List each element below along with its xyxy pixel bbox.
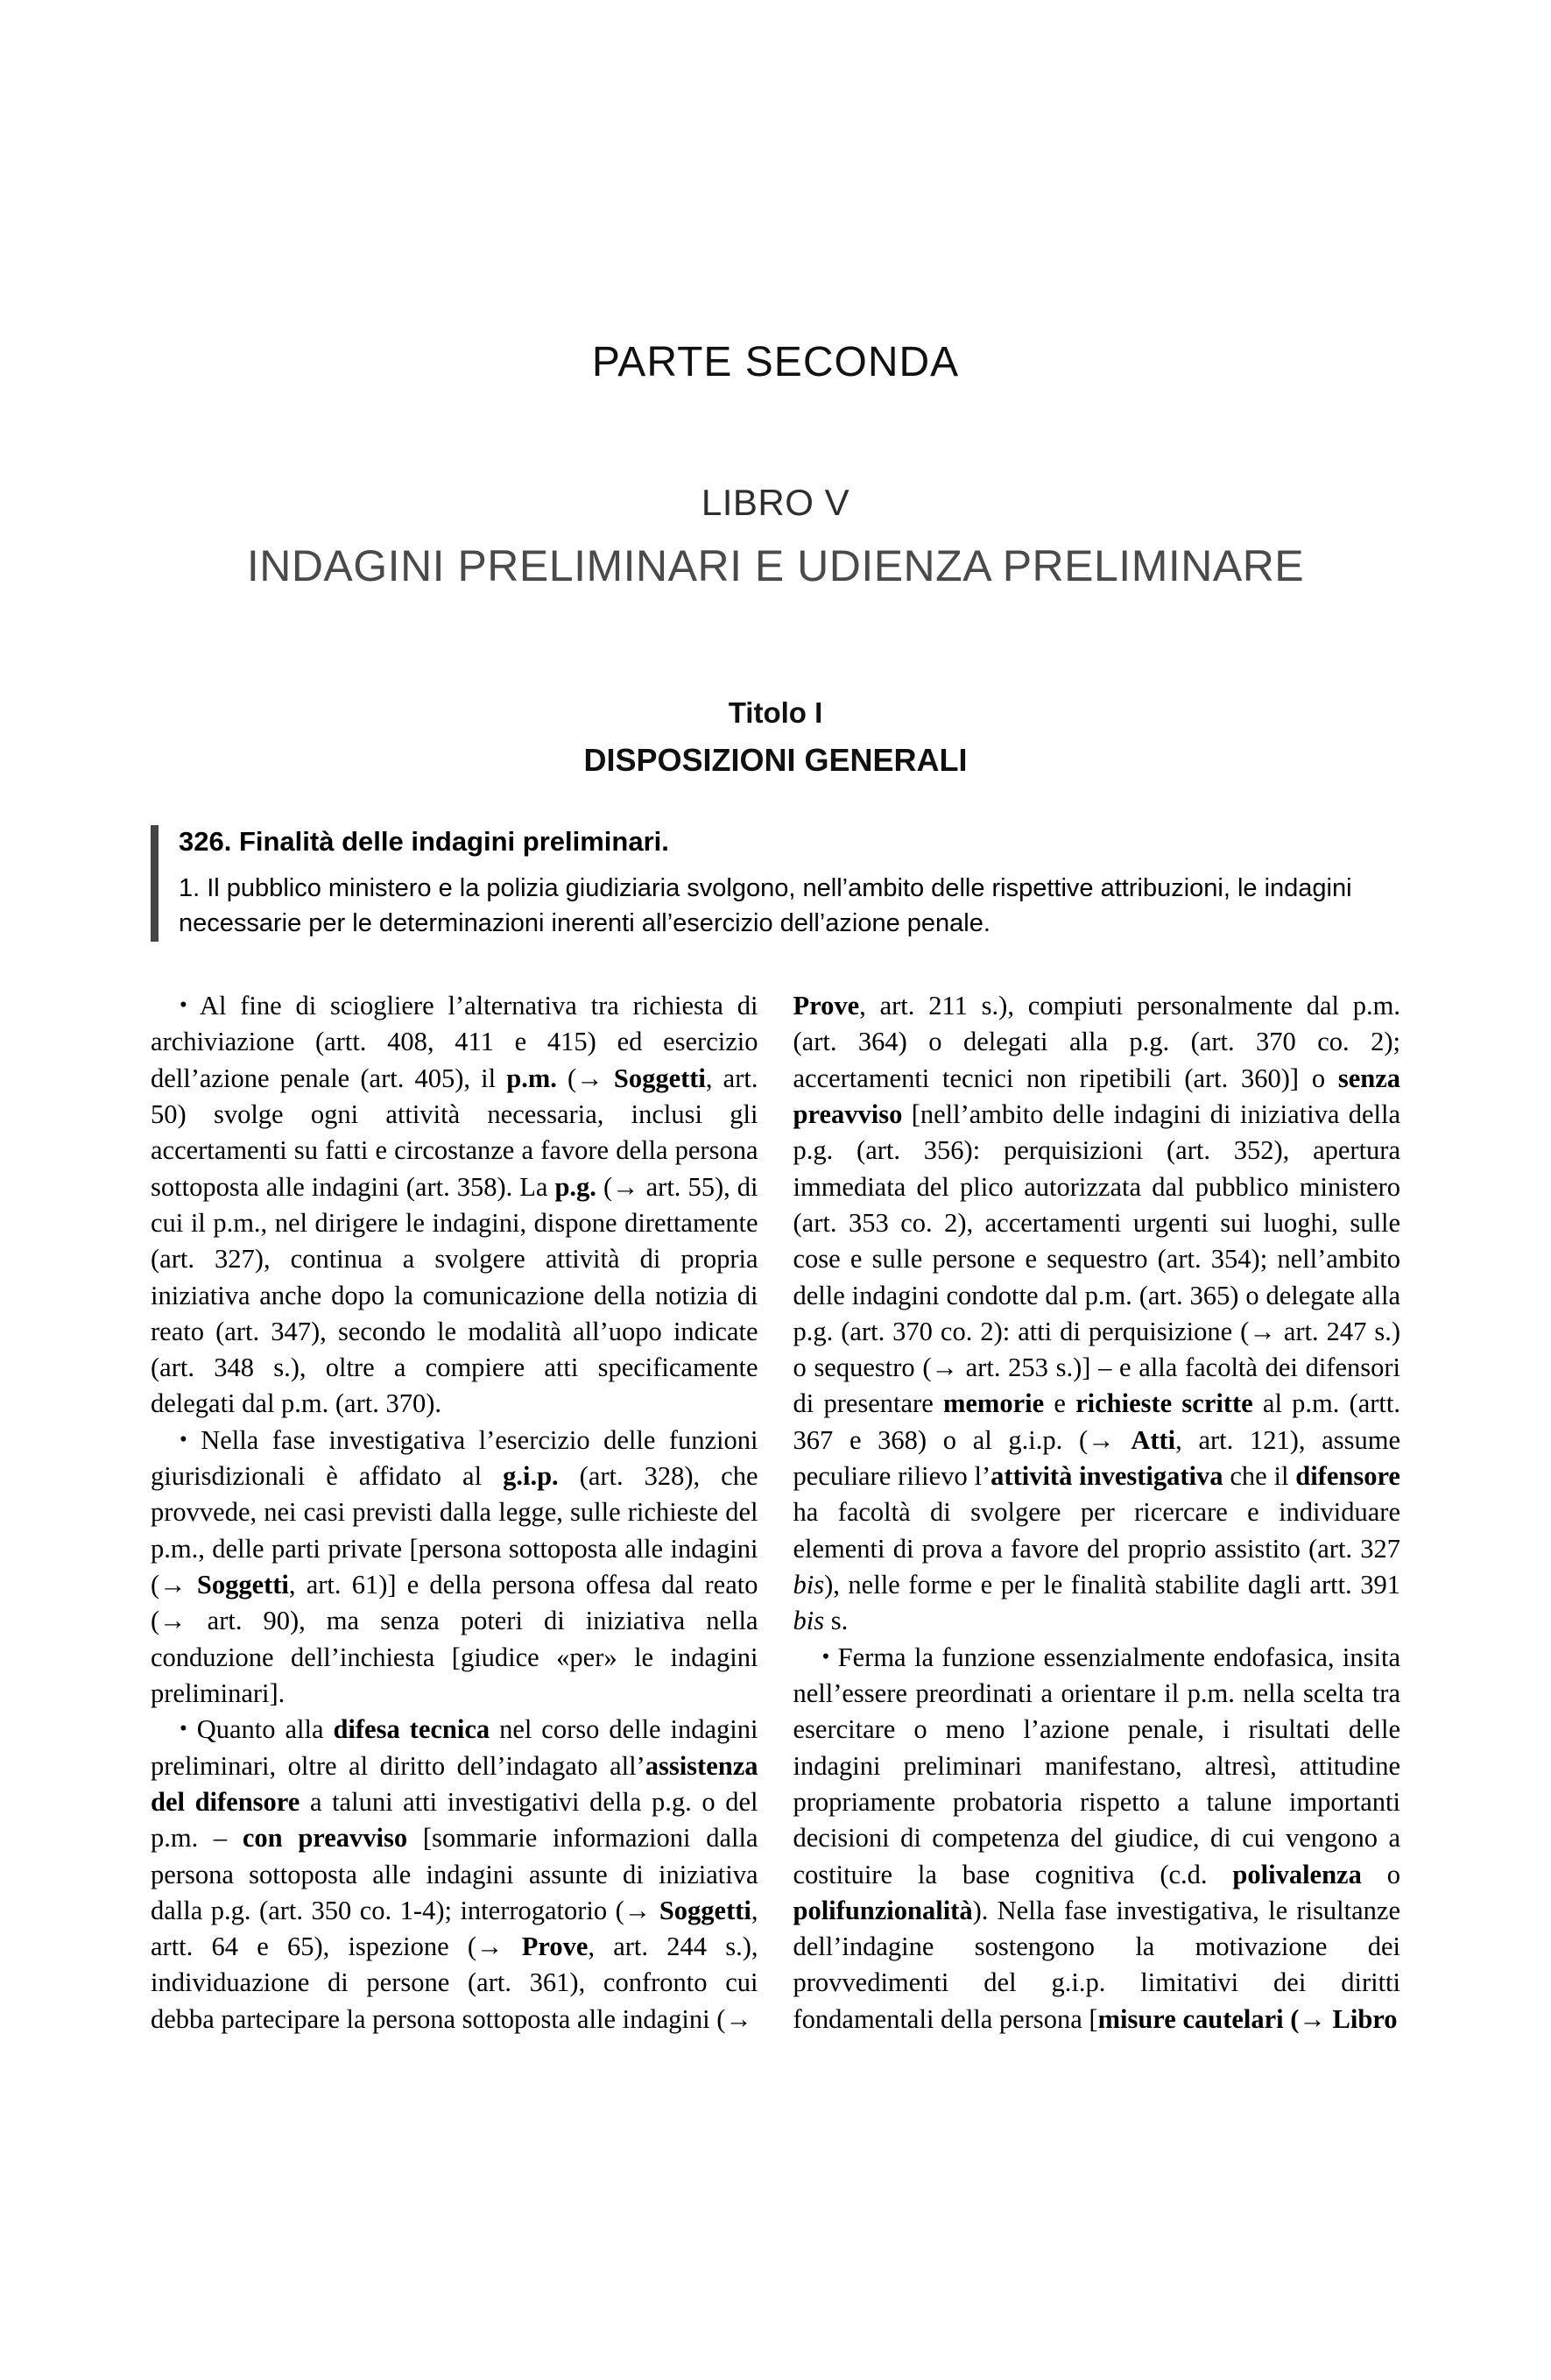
text-run: , art. 50) svolge ogni attività necessaria, inclusi gli accertamenti su fatti e circostanze a favore della persona sottoposta alle indagini (art. 358). La — [151, 1063, 758, 1202]
emphasis-bold: Prove — [521, 1932, 589, 1962]
emphasis-bold: p.g. — [554, 1171, 596, 1202]
emphasis-bold: senza preavviso — [793, 1063, 1400, 1129]
text-run: ha facoltà di svolgere per ricercare e individuare elementi di prova a favore del proprio assistito (art. 327 — [793, 1497, 1400, 1564]
part-title: PARTE SECONDA — [591, 339, 960, 385]
text-run: al p.m. (artt. 367 e 368) o al g.i.p. (→ — [793, 1388, 1400, 1455]
commentary-columns — [151, 988, 1400, 2037]
text-run: , art. 121), assume peculiare rilievo l’ — [793, 1424, 1400, 1492]
text-run: (→ — [556, 1063, 614, 1093]
emphasis-bold: memorie — [942, 1388, 1045, 1419]
commentary-paragraph — [793, 1640, 1401, 2037]
emphasis-bold: polifunzionalità — [793, 1895, 973, 1925]
text-run: , artt. 64 e 65), ispezione (→ — [151, 1895, 758, 1962]
article-heading: 326. Finalità delle indagini preliminari. — [179, 826, 669, 857]
emphasis-bold: misure cautelari (→ Libro — [1097, 2003, 1398, 2034]
commentary-paragraph — [151, 1712, 758, 2037]
paragraph-bullet: • — [180, 1427, 187, 1451]
text-run: Ferma la funzione essenzialmente endofasica, insita nell’essere preordinati a orientare il p.m. nella scelta tra esercitare o meno l’azione penale, i risultati delle indagini preliminari manifestano, altresì, attitudine propriamente probatoria rispetto a talune importanti decisioni di competenza del giudice, di cui vengono a costituire la base cognitiva (c.d. — [793, 1642, 1400, 1889]
commentary-paragraph — [793, 988, 1401, 1640]
emphasis-bold: Soggetti — [196, 1570, 289, 1600]
text-run: Al fine di sciogliere l’alternativa tra richiesta di archiviazione (artt. 408, 411 e 415) ed esercizio dell’azione penale (art. 405), il — [151, 991, 758, 1093]
emphasis-bold: difesa tecnica — [333, 1714, 490, 1745]
article-body-text: 1. Il pubblico ministero e la polizia giudiziaria svolgono, nell’ambito delle rispettive attribuzioni, le indagini necessarie per le determinazioni inerenti all’esercizio dell’azione penale. — [179, 873, 1352, 938]
emphasis-bold: Soggetti — [659, 1895, 751, 1925]
front-matter — [151, 0, 1400, 779]
book-number: LIBRO V — [701, 481, 850, 523]
text-run: , art. 211 s.), compiuti personalmente dal p.m. (art. 364) o delegati alla p.g. (art. 370 co. 2); accertamenti tecnici non ripetibili (art. 360)] o — [793, 991, 1400, 1093]
emphasis-bold: difensore — [1295, 1461, 1400, 1492]
emphasis-bold: Atti — [1131, 1424, 1176, 1455]
emphasis-bold: richieste scritte — [1075, 1388, 1253, 1419]
commentary-paragraph — [151, 988, 758, 1423]
emphasis-bold: attività investigativa — [991, 1461, 1223, 1492]
emphasis-bold: Soggetti — [613, 1063, 706, 1093]
commentary-left-column — [151, 988, 758, 2037]
text-run: [sommarie informazioni dalla persona sottoposta alle indagini assunte di iniziativa dalla p.g. (art. 350 co. 1-4); interrogatorio (→ — [151, 1823, 758, 1925]
paragraph-bullet: • — [180, 1717, 187, 1741]
title-name: DISPOSIZIONI GENERALI — [583, 741, 968, 778]
emphasis-bold: polivalenza — [1232, 1859, 1362, 1889]
text-run: a taluni atti investigativi della p.g. o del p.m. – — [151, 1786, 758, 1854]
text-run: s. — [824, 1606, 849, 1636]
text-run: (→ art. 55), di cui il p.m., nel dirigere le indagini, dispone direttamente (art. 327), continua a svolgere attività di propria iniziativa anche dopo la comunicazione della notizia di reato (art. 347), secondo le modalità all’uopo indicate (art. 348 s.), oltre a compiere atti specificamente delegati dal p.m. (art. 370). — [151, 1171, 758, 1419]
text-run: ). Nella fase investigativa, le risultanze dell’indagine sostengono la motivazione dei provvedimenti del g.i.p. limitativi dei diritti fondamentali della persona [ — [793, 1895, 1400, 2034]
text-run: , art. 61)] e della persona offesa dal reato (→ art. 90), ma senza poteri di iniziativa nella conduzione dell’inchiesta [giudice «per» le indagini preliminari]. — [151, 1570, 758, 1708]
paragraph-bullet: • — [821, 1644, 830, 1669]
text-run: e — [1044, 1388, 1076, 1419]
text-run: Quanto alla — [187, 1714, 334, 1745]
emphasis-italic: bis — [793, 1570, 825, 1600]
emphasis-italic: bis — [793, 1606, 825, 1636]
title-number: Titolo I — [728, 696, 823, 729]
commentary-paragraph — [151, 1423, 758, 1713]
text-run: (art. 328), che provvede, nei casi previsti dalla legge, sulle richieste del p.m., delle parti private [persona sottoposta alle indagini (→ — [151, 1461, 758, 1600]
emphasis-bold: p.m. — [506, 1063, 557, 1093]
article-block — [151, 825, 1400, 942]
text-run: Nella fase investigativa l’esercizio delle funzioni giurisdizionali è affidato al — [151, 1424, 758, 1492]
text-run: che il — [1223, 1461, 1296, 1492]
emphasis-bold: con preavviso — [242, 1823, 408, 1854]
text-run: [nell’ambito delle indagini di iniziativa della p.g. (art. 356): perquisizioni (art. 352), apertura immediata del plico autorizzata dal pubblico ministero (art. 353 co. 2), accertamenti urgenti sui luoghi, sulle cose e sulle persone e sequestro (art. 354); nell’ambito delle indagini condotte dal p.m. (art. 365) o delegate alla p.g. (art. 370 co. 2): atti di perquisizione (→ art. 247 s.) o sequestro (→ art. 253 s.)] – e alla facoltà dei difensori di presentare — [793, 1098, 1400, 1419]
text-run: o — [1361, 1859, 1400, 1889]
text-run: , art. 244 s.), individuazione di persone (art. 361), confronto cui debba partecipare la persona sottoposta alle indagini (→ — [151, 1932, 758, 2034]
book-title: INDAGINI PRELIMINARI E UDIENZA PRELIMINARE — [246, 540, 1305, 590]
emphasis-bold: g.i.p. — [503, 1461, 559, 1492]
emphasis-bold: Prove — [793, 991, 860, 1021]
text-run: ), nelle forme e per le finalità stabilite dagli artt. 391 — [824, 1570, 1400, 1600]
commentary-right-column — [793, 988, 1401, 2037]
emphasis-bold: assistenza del difensore — [151, 1750, 758, 1817]
text-run: nel corso delle indagini preliminari, oltre al diritto dell’indagato all’ — [151, 1714, 758, 1781]
paragraph-bullet: • — [180, 993, 187, 1017]
